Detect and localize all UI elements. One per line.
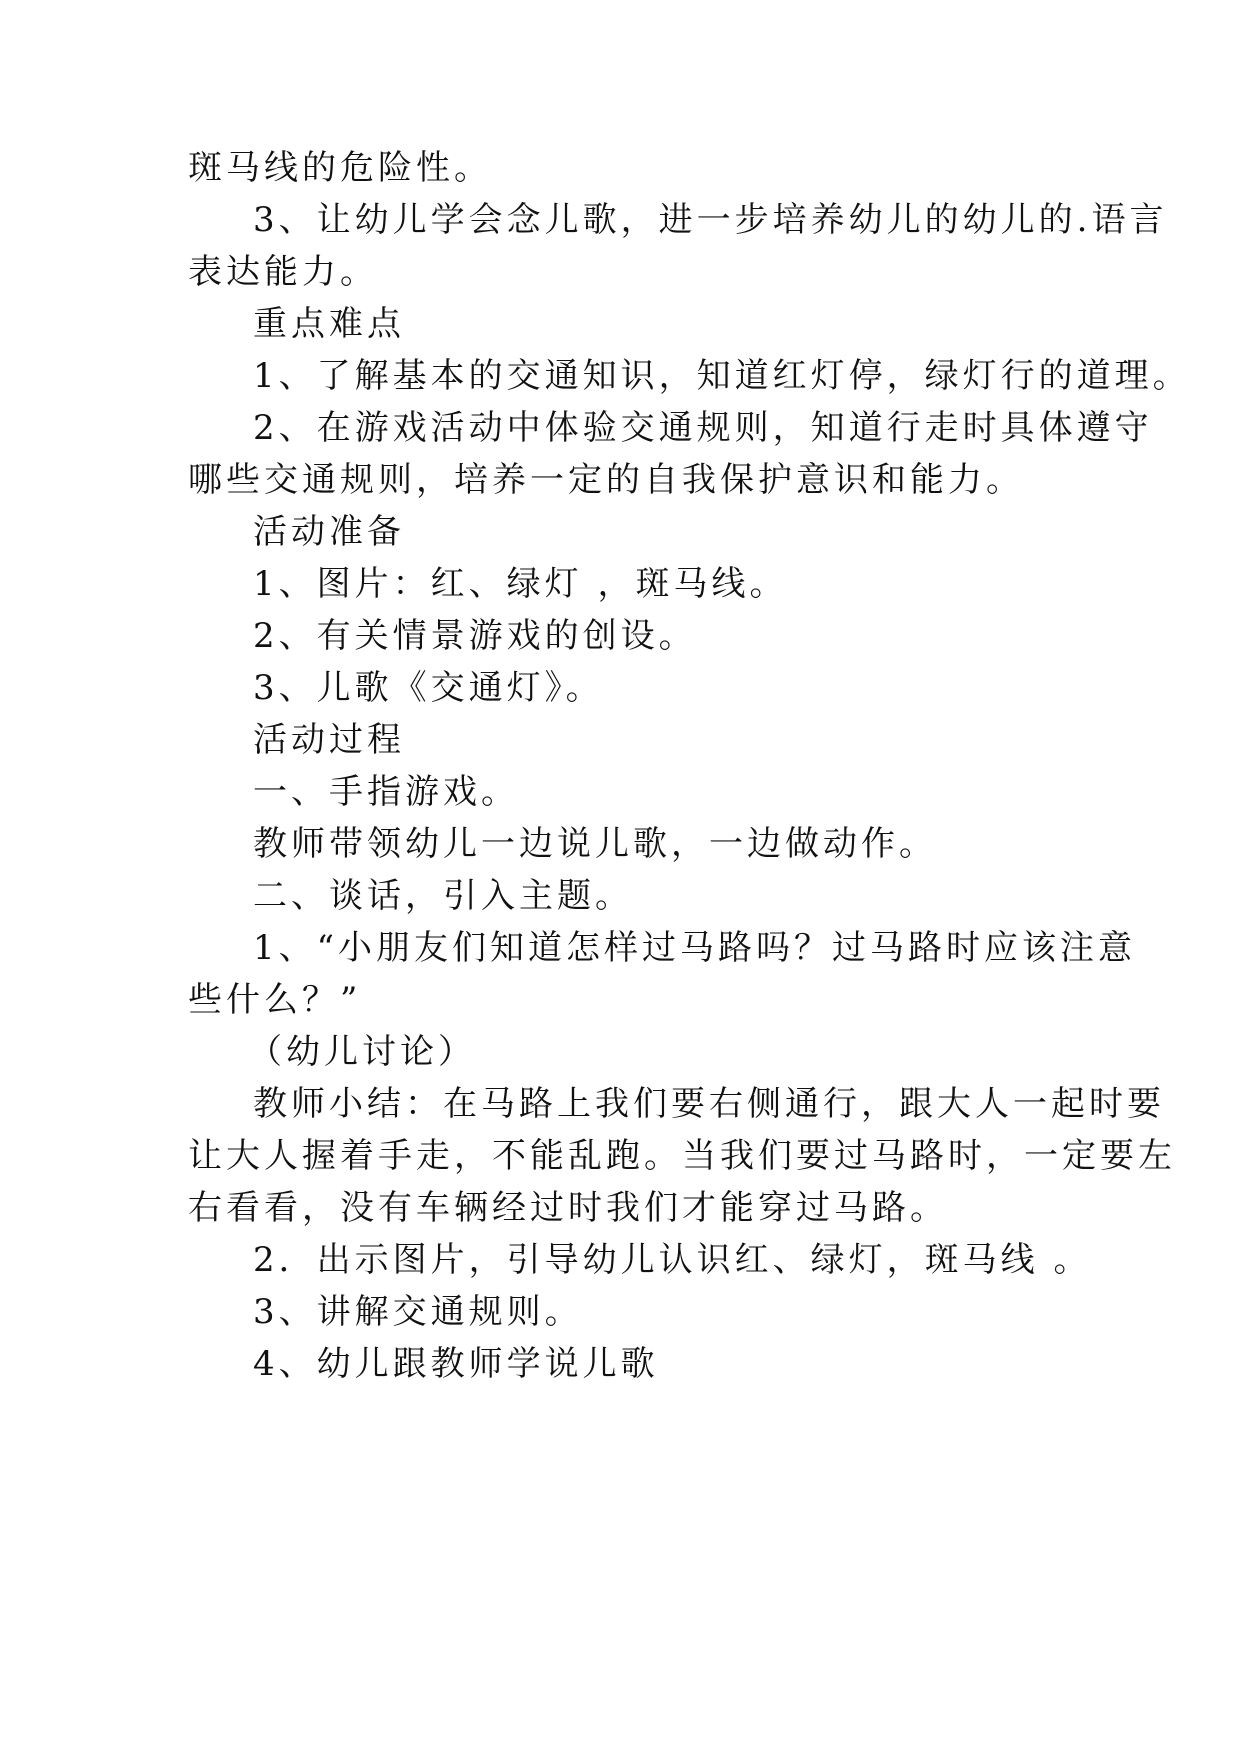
text-line: 3、让幼儿学会念儿歌，进一步培养幼儿的幼儿的.语言: [253, 200, 1168, 240]
text-line: 2、有关情景游戏的创设。: [253, 616, 697, 656]
text-line: 哪些交通规则，培养一定的自我保护意识和能力。: [188, 460, 1024, 500]
text-line: 二、谈话，引入主题。: [253, 876, 633, 916]
text-line: 1、了解基本的交通知识，知道红灯停，绿灯行的道理。: [253, 356, 1191, 396]
text-line: 1、图片：红、绿灯 ，斑马线。: [253, 564, 788, 604]
section-heading: 活动准备: [253, 512, 405, 552]
text-line: 1、“小朋友们知道怎样过马路吗？过马路时应该注意: [253, 928, 1137, 968]
section-heading: 活动过程: [253, 720, 405, 760]
text-line: （幼儿讨论）: [248, 1032, 476, 1072]
text-line: 让大人握着手走，不能乱跑。当我们要过马路时，一定要左: [188, 1136, 1176, 1176]
text-line: 教师小结：在马路上我们要右侧通行，跟大人一起时要: [253, 1084, 1165, 1124]
text-line: 3、讲解交通规则。: [253, 1292, 583, 1332]
text-line: 斑马线的危险性。: [188, 148, 492, 188]
text-line: 右看看，没有车辆经过时我们才能穿过马路。: [188, 1188, 948, 1228]
section-heading: 重点难点: [253, 304, 405, 344]
text-line: 2、在游戏活动中体验交通规则，知道行走时具体遵守: [253, 408, 1153, 448]
text-line: 表达能力。: [188, 252, 378, 292]
text-line: 教师带领幼儿一边说儿歌，一边做动作。: [253, 824, 937, 864]
text-line: 些什么？”: [188, 980, 362, 1020]
text-line: 4、幼儿跟教师学说儿歌: [253, 1344, 659, 1384]
text-line: 3、儿歌《交通灯》。: [253, 668, 604, 708]
text-line: 一、手指游戏。: [253, 772, 519, 812]
text-line: 2．出示图片，引导幼儿认识红、绿灯，斑马线 。: [253, 1240, 1092, 1280]
